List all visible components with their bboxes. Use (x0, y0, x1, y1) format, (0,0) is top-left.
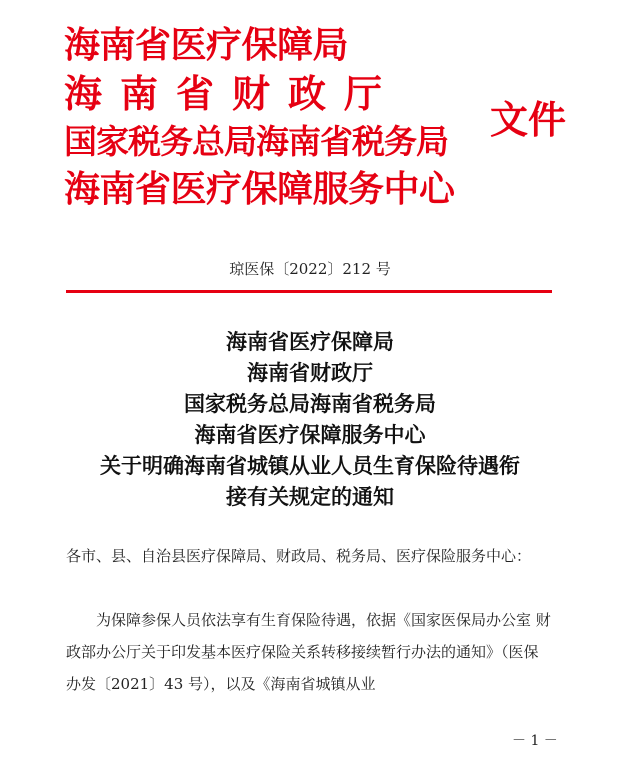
document-suffix: 文件 (490, 98, 567, 142)
title-line-4: 海南省医疗保障服务中心 (194, 422, 426, 447)
title-line-1: 海南省医疗保障局 (226, 329, 394, 354)
title-line-6: 接有关规定的通知 (226, 484, 394, 509)
issuer-line-1: 海南省医疗保障局 (64, 25, 349, 66)
document-number: 琼医保〔2022〕212 号 (229, 260, 391, 278)
issuer-line-3: 国家税务总局海南省税务局 (64, 122, 448, 161)
issuer-line-4: 海南省医疗保障服务中心 (64, 169, 455, 210)
red-divider-line (66, 290, 552, 293)
title-line-3: 国家税务总局海南省税务局 (184, 391, 436, 416)
salutation: 各市、县、自治县医疗保障局、财政局、税务局、医疗保险服务中心： (66, 547, 532, 565)
body-paragraph: 为保障参保人员依法享有生育保险待遇，依据《国家医保局办公室 财政部办公厅关于印发基本医疗保险关系转移接续暂行办法的通知》（医保办发〔2021〕43 号），以及《海南省城镇从业 (66, 611, 551, 693)
title-line-5: 关于明确海南省城镇从业人员生育保险待遇衔 (100, 453, 520, 478)
page-number: － 1 － (512, 733, 558, 749)
issuer-header (64, 22, 544, 214)
issuer-line-2: 海南省财政厅 (64, 72, 401, 116)
title-line-2: 海南省财政厅 (247, 360, 373, 385)
document-title (60, 326, 560, 512)
